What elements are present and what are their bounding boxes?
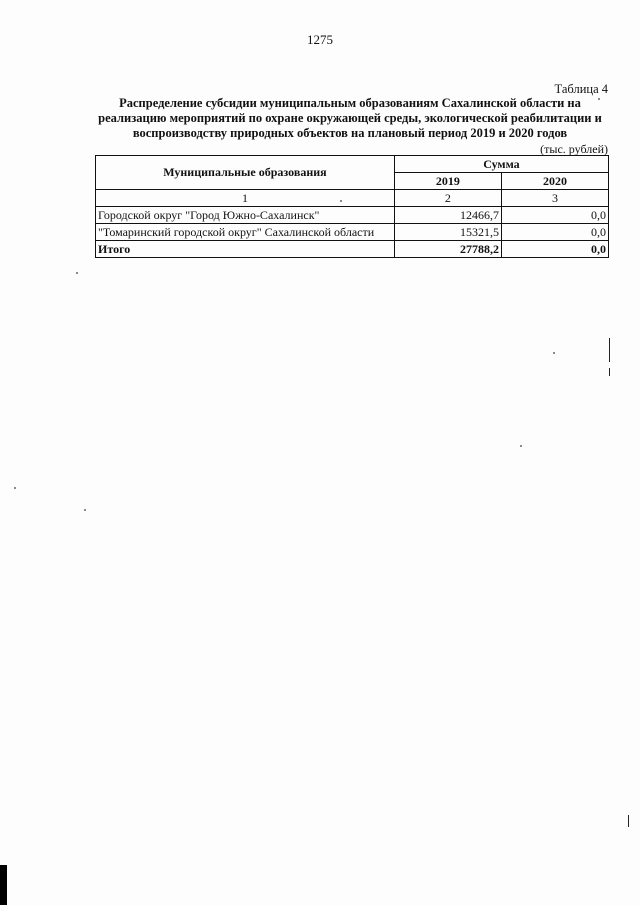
value-2019: 15321,5 (394, 224, 501, 241)
table-header-row (96, 156, 609, 173)
scan-mark (628, 815, 629, 827)
total-2020: 0,0 (501, 241, 608, 258)
document-title: Распределение субсидии муниципальным образованиям Сахалинской области на реализацию мероприятий по охране окружающей среды, экологической реабилитации и воспроизводству природных объектов на плановый период 2019 и 2020 годов (98, 96, 602, 140)
units-label: (тыс. рублей) (540, 142, 608, 156)
total-label: Итого (96, 241, 395, 258)
scan-dot (76, 272, 78, 274)
scan-dot (520, 445, 522, 447)
scan-dot (14, 487, 16, 489)
column-number-2: 2 (394, 190, 501, 207)
scan-dot (340, 200, 342, 202)
total-2019: 27788,2 (394, 241, 501, 258)
value-2020: 0,0 (501, 224, 608, 241)
table-label: Таблица 4 (554, 82, 608, 96)
table-row (96, 224, 609, 241)
total-row (96, 241, 609, 258)
table-row (96, 207, 609, 224)
column-number-1: 1 (96, 190, 395, 207)
header-sum: Сумма (394, 156, 608, 173)
column-number-row (96, 190, 609, 207)
municipality-name: Городской округ "Город Южно-Сахалинск" (96, 207, 395, 224)
subsidy-table (95, 155, 609, 258)
scan-dot (598, 98, 600, 100)
page-number: 1275 (307, 32, 333, 47)
value-2020: 0,0 (501, 207, 608, 224)
header-municipality: Муниципальные образования (96, 156, 395, 190)
scan-dot (553, 352, 555, 354)
scan-dot (84, 509, 86, 511)
header-year-2019: 2019 (394, 173, 501, 190)
column-number-3: 3 (501, 190, 608, 207)
scan-mark (609, 338, 610, 362)
scan-mark (609, 368, 610, 376)
scan-edge-mark (0, 865, 7, 905)
municipality-name: "Томаринский городской округ" Сахалинской области (96, 224, 395, 241)
header-year-2020: 2020 (501, 173, 608, 190)
value-2019: 12466,7 (394, 207, 501, 224)
